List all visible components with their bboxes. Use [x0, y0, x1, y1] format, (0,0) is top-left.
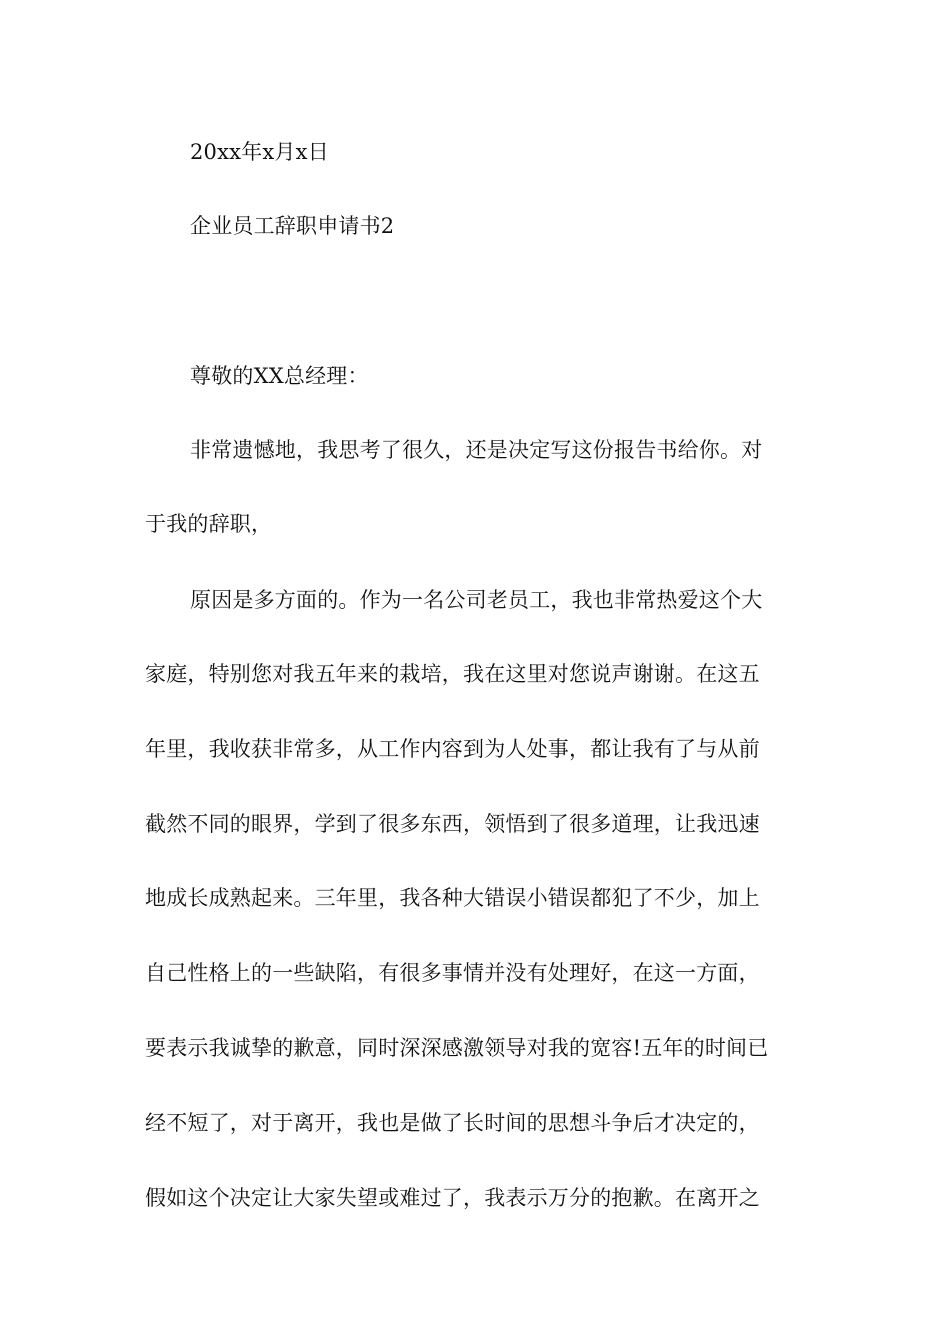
body-line: 截然不同的眼界，学到了很多东西，领悟到了很多道理，让我迅速	[145, 812, 760, 836]
body-line: 原因是多方面的。作为一名公司老员工，我也非常热爱这个大	[190, 588, 763, 612]
body-line: 家庭，特别您对我五年来的栽培，我在这里对您说声谢谢。在这五	[145, 662, 760, 686]
body-line: 非常遗憾地，我思考了很久，还是决定写这份报告书给你。对	[190, 438, 763, 462]
body-line: 经不短了，对于离开，我也是做了长时间的思想斗争后才决定的，	[145, 1111, 760, 1135]
title-line: 企业员工辞职申请书2	[190, 214, 395, 238]
body-line: 于我的辞职，	[145, 512, 273, 536]
date-line: 20xx年x月x日	[190, 140, 329, 164]
body-line: 年里，我收获非常多，从工作内容到为人处事，都让我有了与从前	[145, 737, 760, 761]
body-line: 假如这个决定让大家失望或难过了，我表示万分的抱歉。在离开之	[145, 1186, 760, 1210]
body-line: 自己性格上的一些缺陷，有很多事情并没有处理好，在这一方面，	[145, 961, 760, 985]
body-line: 地成长成熟起来。三年里，我各种大错误小错误都犯了不少，加上	[145, 886, 760, 910]
salutation: 尊敬的XX总经理：	[190, 364, 369, 388]
body-line: 要表示我诚挚的歉意，同时深深感激领导对我的宽容!五年的时间已	[145, 1036, 769, 1060]
